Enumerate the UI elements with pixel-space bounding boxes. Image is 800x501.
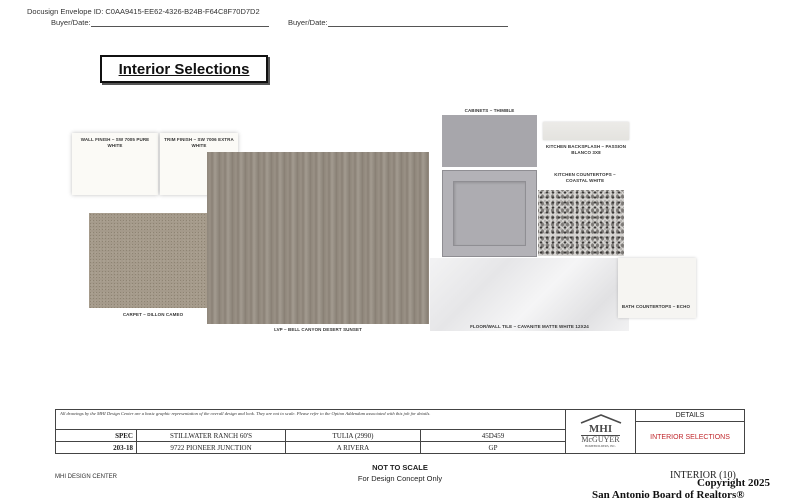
page-title: Interior Selections <box>118 60 250 78</box>
envelope-id: Docusign Envelope ID: C0AA9415-EE62-4326-B24B-F64C8F70D7D2 <box>27 7 260 16</box>
buyer-date-1 <box>51 18 269 27</box>
design-concept: For Design Concept Only <box>357 474 443 483</box>
buyer-date-1-label: Buyer/Date: <box>51 18 91 27</box>
floor-wall-tile-swatch <box>430 258 629 331</box>
title-block <box>55 409 745 454</box>
trim-finish-label: TRIM FINISH – SW 7006 EXTRA WHITE <box>164 137 234 149</box>
not-to-scale: NOT TO SCALE <box>372 463 428 472</box>
copyright-line-2: San Antonio Board of Realtors® <box>592 489 745 501</box>
buyer-date-2-label: Buyer/Date: <box>288 18 328 27</box>
page-title-box <box>100 55 268 83</box>
initials-cell <box>421 442 566 453</box>
initials: GP <box>488 443 498 452</box>
carpet-swatch <box>89 213 217 308</box>
plan-name: TULIA (2990) <box>332 431 374 440</box>
lot-cell <box>421 430 566 442</box>
plan-cell <box>286 430 421 442</box>
disclaimer-text: All drawings by the MHI Design Center are a basic graphic representation of the overall design and look. They are not to scale. Please refer to the Option Addendum associated with this job for details. <box>60 411 431 416</box>
logo-sub: HOMEBUILDERS, INC. <box>585 444 616 449</box>
carpet-label: CARPET – DILLON CAMEO <box>122 312 184 317</box>
copyright-line-1: Copyright 2025 <box>697 477 771 489</box>
lvp-swatch <box>207 152 429 324</box>
code-cell <box>56 442 137 453</box>
job-code: 203-18 <box>113 443 133 452</box>
community: STILLWATER RANCH 60'S <box>169 431 253 440</box>
cabinets-swatch <box>442 115 537 167</box>
designer: A RIVERA <box>336 443 370 452</box>
buyer-date-2-line <box>328 19 508 27</box>
disclaimer-cell <box>56 410 566 430</box>
details-value: INTERIOR SELECTIONS <box>650 434 730 441</box>
logo-mhi: MHI <box>588 423 613 436</box>
cabinet-door-panel <box>453 181 526 246</box>
backsplash-label: KITCHEN BACKSPLASH – PASSION BLANCO 3X8 <box>545 144 627 156</box>
community-cell <box>137 430 286 442</box>
address-cell <box>137 442 286 453</box>
bath-countertops-label: BATH COUNTERTOPS – ECHO <box>621 304 691 309</box>
lvp-label: LVP – BELL CANYON DESERT SUNSET <box>274 327 362 332</box>
address: 9722 PIONEER JUNCTION <box>170 443 252 452</box>
details-header-cell <box>636 410 744 422</box>
design-center-label: MHI DESIGN CENTER <box>55 474 118 480</box>
designer-cell <box>286 442 421 453</box>
mhi-logo <box>579 414 623 448</box>
buyer-date-2 <box>288 18 508 27</box>
spec-cell <box>56 430 137 442</box>
backsplash-swatch <box>543 122 629 140</box>
spec-label: SPEC <box>115 431 133 440</box>
cabinets-label: CABINETS – THIMBLE <box>464 108 515 113</box>
wall-finish-label: WALL FINISH – SW 7005 PURE WHITE <box>80 137 150 149</box>
page-label: INTERIOR (10) <box>670 470 736 481</box>
kitchen-countertops-label: KITCHEN COUNTERTOPS – COASTAL WHITE <box>554 172 616 184</box>
cabinet-door-swatch <box>442 170 537 257</box>
buyer-date-1-line <box>91 19 269 27</box>
kitchen-countertops-swatch <box>538 190 624 256</box>
lot-number: 45D459 <box>481 431 505 440</box>
logo-cell <box>566 410 636 453</box>
details-label: DETAILS <box>675 412 705 419</box>
details-value-cell <box>636 422 744 453</box>
logo-name: McGUYER <box>581 435 620 445</box>
floor-wall-tile-label: FLOOR/WALL TILE – CAVANITE MATTE WHITE 12X24 <box>470 324 589 329</box>
